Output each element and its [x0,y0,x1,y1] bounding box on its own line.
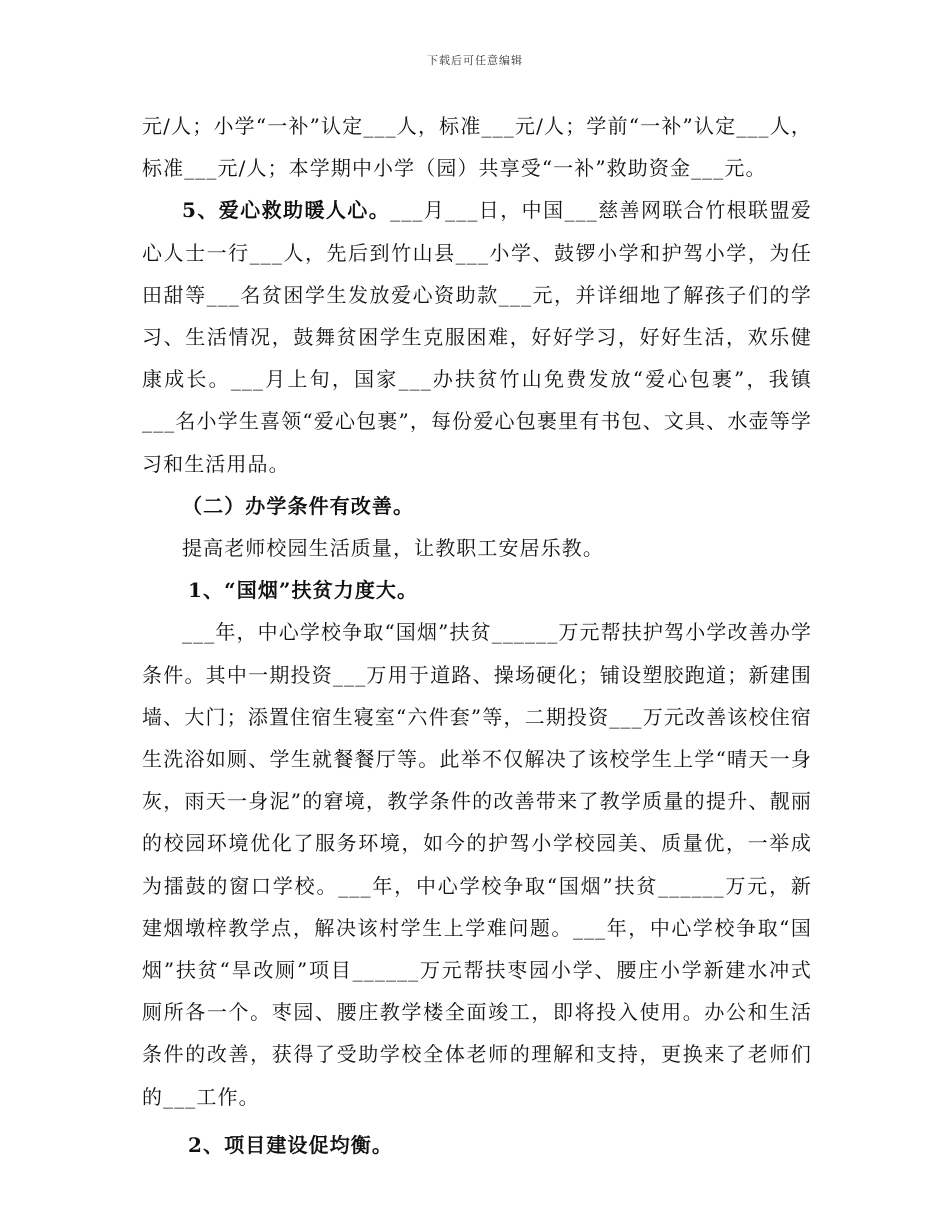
paragraph-teacher-life: 提高老师校园生活质量，让教职工安居乐教。 [182,536,604,561]
paragraph-tobacco-aid: ___年，中心学校争取“国烟”扶贫______万元帮扶护驾小学改善办学条件。其中一期投资___万用于道路、操场硬化；铺设塑胶跑道；新建围墙、大门；添置住宿生寝室“六件套”等，二期投资___万元改善该校住宿生洗浴如厕、学生就餐餐厅等。此举不仅解决了该校学生上学“晴天一身灰，雨天一身泥”的窘境，教学条件的改善带来了教学质量的提升、靓丽的校园环境优化了服务环境，如今的护驾小学校园美、质量优，一举成为擂鼓的窗口学校。___年，中心学校争取“国烟”扶贫______万元，新建烟墩梓教学点，解决该村学生上学难问题。___年，中心学校争取“国烟”扶贫“旱改厕”项目______万元帮扶枣园小学、腰庄小学新建水冲式厕所各一个。枣园、腰庄教学楼全面竣工，即将投入使用。办公和生活条件的改善，获得了受助学校全体老师的理解和支持，更换来了老师们的___工作。 [142,620,812,1109]
heading-project-balance: 2、项目建设促均衡。 [188,1132,393,1157]
heading-tobacco-aid: 1、“国烟”扶贫力度大。 [188,578,419,603]
paragraph-charity-text: ___月___日，中国___慈善网联合竹根联盟爱心人士一行___人，先后到竹山县___小学、鼓锣小学和护驾小学，为任田甜等___名贫困学生发放爱心资助款___元，并详细地了解孩子们的学习、生活情况，鼓舞贫困学生克服困难，好好学习，好好生活，欢乐健康成长。___月上旬，国家___办扶贫竹山免费发放“爱心包裹”，我镇___名小学生喜领“爱心包裹”，每份爱心包裹里有书包、文具、水壶等学习和生活用品。 [142,198,813,476]
paragraph-subsidy-summary: 元/人；小学“一补”认定___人，标准___元/人；学前“一补”认定___人，标准___元/人；本学期中小学（园）共享受“一补”救助资金___元。 [142,114,812,181]
paragraph-charity-aid [142,189,812,484]
heading-school-conditions: （二）办学条件有改善。 [182,493,415,518]
page-header: 下载后可任意编辑 [427,54,523,67]
section-title-charity: 5、爱心救助暖人心。 [182,198,391,223]
document-body [142,105,812,1166]
